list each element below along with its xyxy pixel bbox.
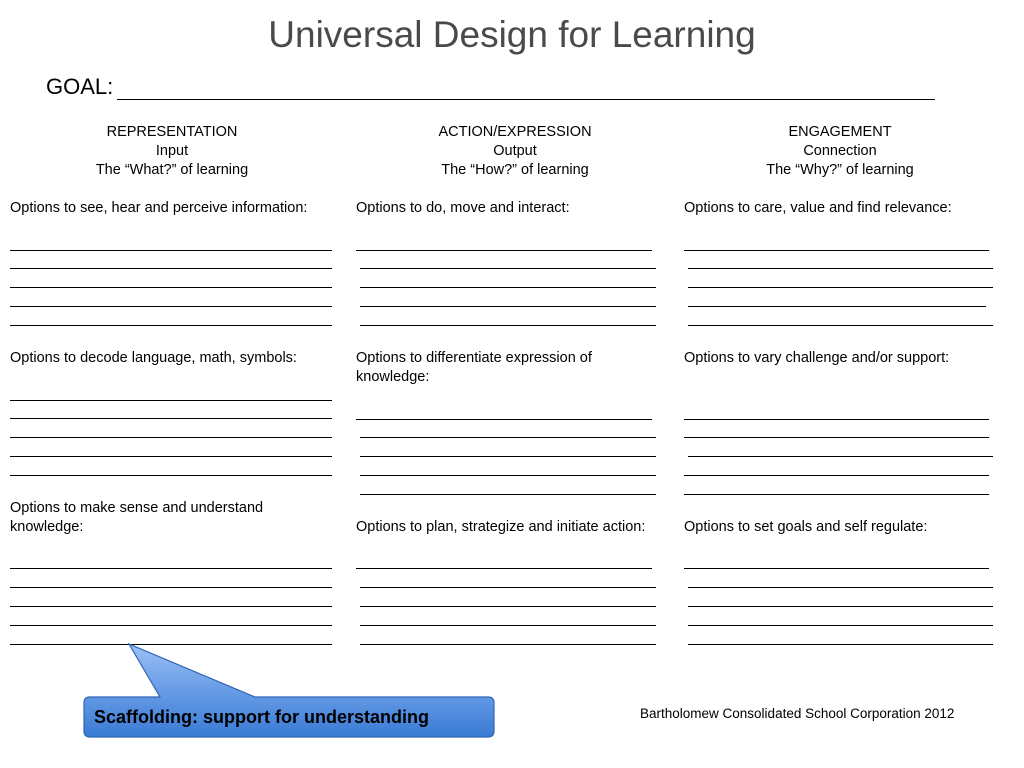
column-tagline: The “Why?” of learning bbox=[766, 162, 914, 178]
prompt-vary-challenge: Options to vary challenge and/or support: bbox=[684, 350, 950, 366]
prompt-care-value: Options to care, value and find relevance: bbox=[684, 200, 952, 216]
prompt-set-goals: Options to set goals and self regulate: bbox=[684, 519, 928, 535]
prompt-perceive: Options to see, hear and perceive information: bbox=[10, 200, 308, 216]
prompt-do-move: Options to do, move and interact: bbox=[356, 200, 570, 216]
column-heading: REPRESENTATION bbox=[106, 124, 238, 140]
column-tagline: The “How?” of learning bbox=[441, 162, 589, 178]
prompt-differentiate: Options to differentiate expression of knowledge: bbox=[356, 350, 592, 385]
column-subheading: Input bbox=[155, 143, 189, 159]
page-title: Universal Design for Learning bbox=[268, 14, 756, 55]
credit-footer: Bartholomew Consolidated School Corporation 2012 bbox=[640, 706, 955, 721]
goal-label: GOAL: bbox=[46, 74, 114, 99]
column-tagline: The “What?” of learning bbox=[95, 162, 249, 178]
prompt-plan: Options to plan, strategize and initiate action: bbox=[356, 519, 646, 535]
column-subheading: Connection bbox=[803, 143, 877, 159]
prompt-make-sense: Options to make sense and understand knowledge: bbox=[10, 500, 264, 535]
column-subheading: Output bbox=[493, 143, 537, 159]
column-heading: ENGAGEMENT bbox=[788, 124, 892, 140]
prompt-decode: Options to decode language, math, symbols: bbox=[10, 350, 297, 366]
callout-text: Scaffolding: support for understanding bbox=[94, 707, 429, 727]
column-heading: ACTION/EXPRESSION bbox=[438, 124, 592, 140]
